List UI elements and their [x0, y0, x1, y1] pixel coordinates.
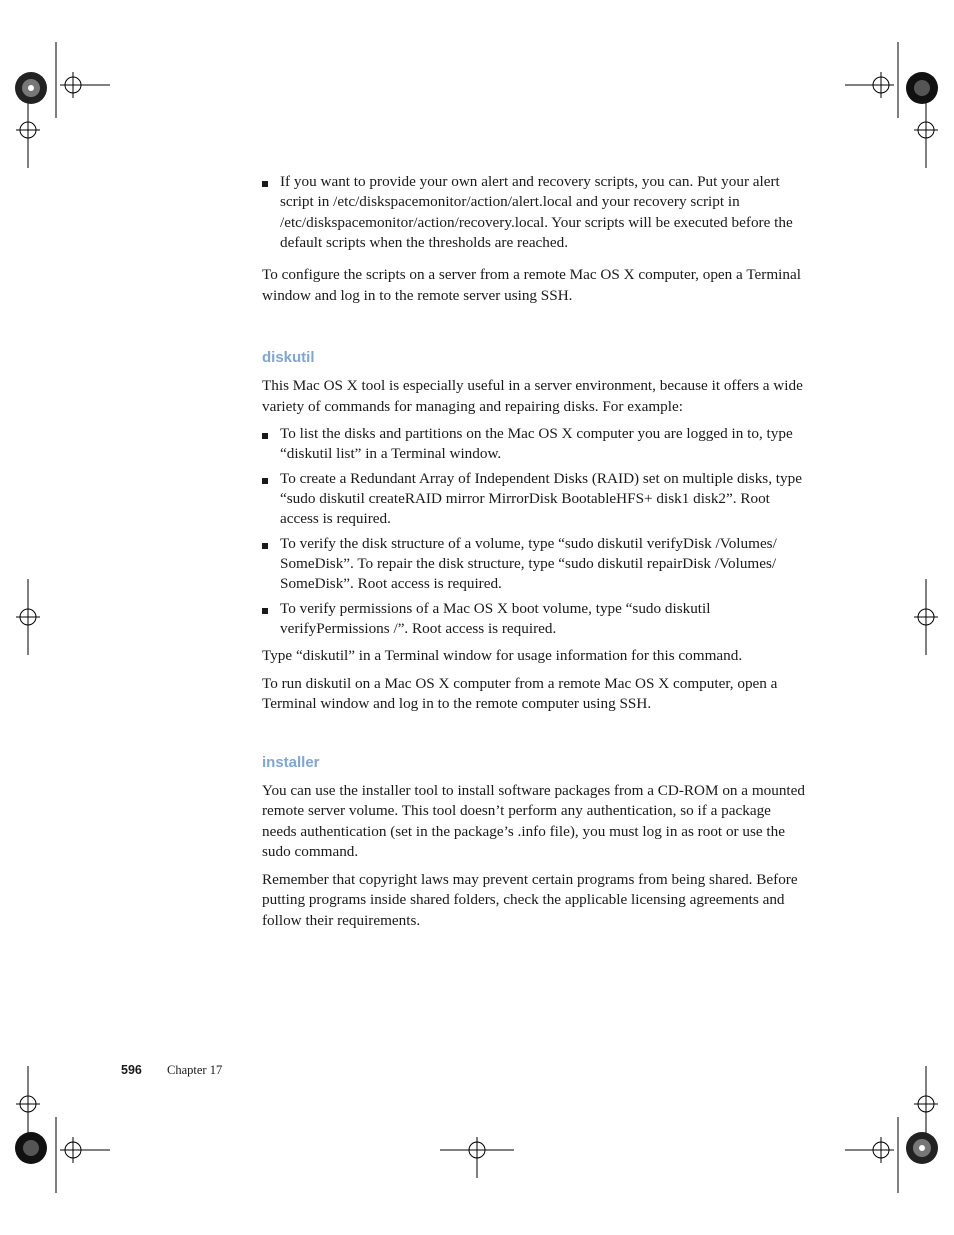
bullet-text: To list the disks and partitions on the Mac OS X computer you are logged in to, type “diskutil list” in a Terminal window.: [280, 425, 793, 463]
bullet-icon: [262, 608, 268, 614]
diskutil-remote: To run diskutil on a Mac OS X computer from a remote Mac OS X computer, open a Terminal window and log in to the remote computer using SSH.: [262, 674, 778, 713]
bullet-icon: [262, 478, 268, 484]
list-item: [262, 424, 807, 465]
page-number: 596: [121, 1063, 142, 1077]
diskutil-usage: Type “diskutil” in a Terminal window for usage information for this command.: [262, 647, 743, 665]
installer-heading: installer: [262, 753, 320, 771]
diskutil-intro: This Mac OS X tool is especially useful in a server environment, because it offers a wide variety of commands for managing and repairing disks. For example:: [262, 377, 803, 415]
page-footer: [121, 1063, 222, 1078]
intro-paragraph: To configure the scripts on a server from a remote Mac OS X computer, open a Terminal window and log in to the remote server using SSH.: [262, 266, 801, 304]
list-item: [262, 599, 807, 640]
bullet-text: To verify permissions of a Mac OS X boot volume, type “sudo diskutil verifyPermissions /”. Root access is required.: [280, 599, 711, 637]
bullet-icon: [262, 433, 268, 439]
page-content: [262, 172, 807, 938]
diskutil-heading: diskutil: [262, 349, 315, 367]
list-item: [262, 172, 807, 253]
bullet-icon: [262, 543, 268, 549]
bullet-text: If you want to provide your own alert and recovery scripts, you can. Put your alert script in /etc/diskspacemonitor/action/alert.local and your recovery script in /etc/diskspacemonitor/action/recovery.local. Your scripts will be executed before the default scripts when the thresholds are reached.: [280, 173, 793, 251]
chapter-label: Chapter 17: [167, 1063, 223, 1077]
list-item: [262, 469, 807, 530]
bullet-text: To create a Redundant Array of Independent Disks (RAID) set on multiple disks, type “sudo diskutil createRAID mirror MirrorDisk BootableHFS+ disk1 disk2”. Root access is required.: [280, 469, 802, 528]
installer-paragraph-1: You can use the installer tool to install software packages from a CD-ROM on a mounted remote server volume. This tool doesn’t perform any authentication, so if a package needs authentication (set in the package’s .info file), you must log in as root or use the sudo command.: [262, 781, 805, 861]
bullet-icon: [262, 181, 268, 187]
installer-paragraph-2: Remember that copyright laws may prevent certain programs from being shared. Before putting programs inside shared folders, check the applicable licensing agreements and follow their requirements.: [262, 870, 798, 929]
list-item: [262, 534, 807, 595]
bullet-text: To verify the disk structure of a volume, type “sudo diskutil verifyDisk /Volumes/ SomeDisk”. To repair the disk structure, type “sudo diskutil repairDisk /Volumes/ SomeDisk”. Root access is required.: [280, 534, 777, 593]
